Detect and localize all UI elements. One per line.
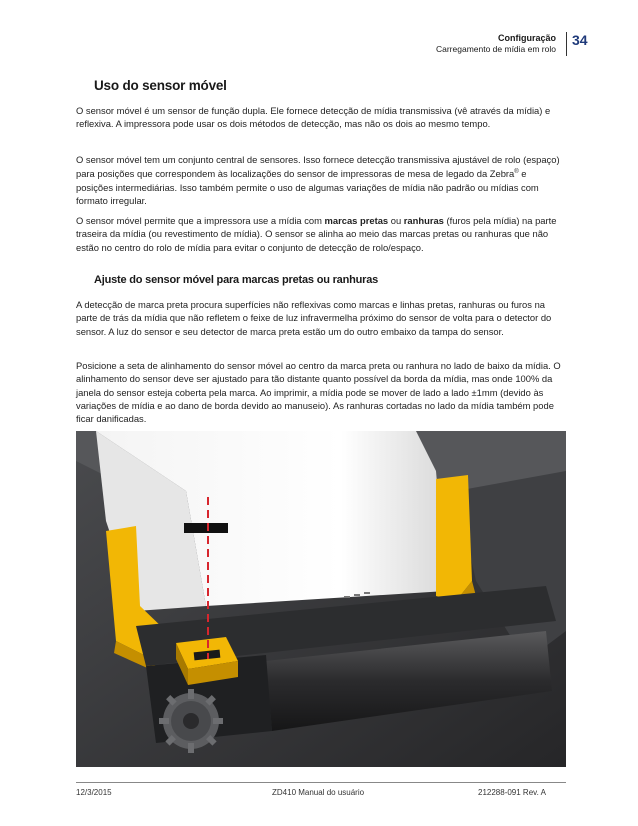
p2-text-1: O sensor móvel tem um conjunto central de sensores. Isso fornece detecção transmissiva ajustável de rolo (espaço) para posições que correspondem às localizações do sensor de impressoras de mesa de legado da Zebra xyxy=(76,154,560,180)
header-section-titles xyxy=(436,33,556,55)
paragraph-5: Posicione a seta de alinhamento do sensor móvel ao centro da marca preta ou ranhura no lado de baixo da mídia. O alinhamento do sensor deve ser ajustado para tão distante quanto possível da borda da mídia, mas onde 100% da janela do sensor esteja coberta pela marca. Ao imprimir, a mídia pode se mover de lado a lado ±1mm (devido às variações de mídia e ao dano de borda devido ao manuseio). As ranhuras cortadas no lado da mídia também pode ficar danificadas. xyxy=(76,360,561,425)
term-black-marks: marcas pretas xyxy=(324,215,389,226)
printer-sensor-drawing xyxy=(76,431,566,767)
heading-main: Uso do sensor móvel xyxy=(94,78,227,93)
footer-revision: 212288-091 Rev. A xyxy=(478,788,546,797)
page-number: 34 xyxy=(572,32,588,48)
paragraph-3 xyxy=(76,214,566,254)
term-notches: ranhuras xyxy=(403,215,444,226)
footer-date: 12/3/2015 xyxy=(76,788,112,797)
black-mark xyxy=(184,523,228,533)
printer-sensor-illustration xyxy=(76,431,566,767)
p3-text-1: O sensor móvel permite que a impressora use a mídia com xyxy=(76,215,325,226)
registered-mark: ® xyxy=(514,169,519,176)
p3-text-2: ou xyxy=(388,215,404,226)
paragraph-4: A detecção de marca preta procura superfícies não reflexivas como marcas e linhas pretas, ranhuras ou furos na parte de trás da mídia que não refletem o feixe de luz infravermelha próximo do sensor de volta para o detector do sensor. A luz do sensor e seu detector de marca preta estão um do outro embaixo da tampa do sensor. xyxy=(76,299,552,337)
p2-text-2: e posições intermediárias. Isso também permite o uso de algumas variações de mídia não padrão ou mídias com formato irregular. xyxy=(76,168,539,207)
p3-text-3: (furos pela mídia) na parte traseira da mídia (ou revestimento de mídia). O sensor se alinha ao meio das marcas pretas ou ranhuras que não estão no centro do rolo de mídia para evitar o conjunto de detecção de rolo/espaço. xyxy=(76,215,557,253)
section-subtitle: Carregamento de mídia em rolo xyxy=(435,44,556,54)
footer-rule xyxy=(76,782,566,783)
media-guide-right xyxy=(436,475,472,601)
header-divider xyxy=(566,32,567,56)
paragraph-1: O sensor móvel é um sensor de função dupla. Ele fornece detecção de mídia transmissiva (vê através da mídia) e reflexiva. A impressora pode usar os dois métodos de detecção, mas não os dois ao mesmo tempo. xyxy=(76,105,551,130)
section-title: Configuração xyxy=(497,33,556,43)
paragraph-2 xyxy=(76,153,566,207)
drive-gear-icon xyxy=(159,689,223,753)
heading-sub: Ajuste do sensor móvel para marcas pretas ou ranhuras xyxy=(94,274,379,286)
footer-manual-title: ZD410 Manual do usuário xyxy=(272,788,365,797)
